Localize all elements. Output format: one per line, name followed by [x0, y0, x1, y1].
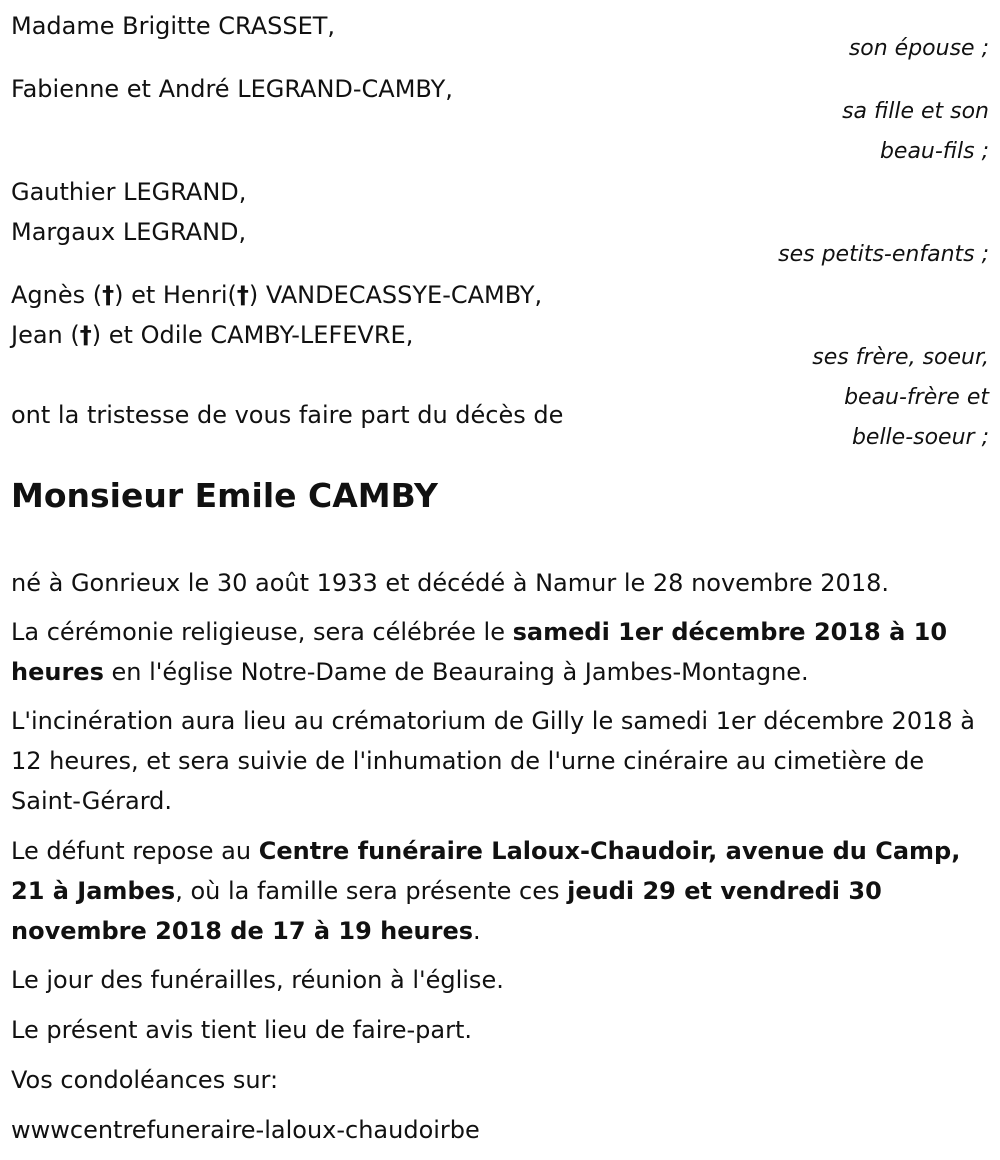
siblings-line-1: Agnès (†) et Henri(†) VANDECASSYE-CAMBY,	[11, 281, 543, 309]
daughter-name: Fabienne et André LEGRAND-CAMBY,	[11, 75, 453, 103]
cross-icon: †	[236, 281, 249, 309]
grandchild-name-2: Margaux LEGRAND,	[11, 218, 247, 246]
grandchildren-relation: ses petits-enfants ;	[778, 242, 989, 267]
funeral-center: Centre funéraire Laloux-Chaudoir, avenue du Camp, 21 à Jambes	[11, 837, 961, 905]
funeral-day-text: Le jour des funérailles, réunion à l'église.	[11, 966, 504, 994]
siblings-relation-line3: belle-soeur ;	[851, 425, 989, 450]
deceased-name: Monsieur Emile CAMBY	[11, 476, 438, 515]
visitation-dates: jeudi 29 et vendredi 30 novembre 2018 de 17 à 19 heures	[11, 877, 882, 945]
announcement-text: ont la tristesse de vous faire part du décès de	[11, 401, 564, 429]
birth-death-text: né à Gonrieux le 30 août 1933 et décédé à Namur le 28 novembre 2018.	[11, 569, 889, 597]
cross-icon: †	[79, 321, 92, 349]
website-link[interactable]: wwwcentrefuneraire-laloux-chaudoirbe	[11, 1116, 480, 1144]
resting-place-text: Le défunt repose au Centre funéraire Laloux-Chaudoir, avenue du Camp, 21 à Jambes, où la famille sera présente ces jeudi 29 et vendredi 30 novembre 2018 de 17 à 19 heures.	[11, 837, 961, 945]
condolences-label: Vos condoléances sur:	[11, 1066, 279, 1094]
grandchild-name-1: Gauthier LEGRAND,	[11, 178, 247, 206]
siblings-line-2: Jean (†) et Odile CAMBY-LEFEVRE,	[11, 321, 414, 349]
siblings-relation-line1: ses frère, soeur,	[812, 345, 989, 370]
ceremony-text: La cérémonie religieuse, sera célébrée le samedi 1er décembre 2018 à 10 heures en l'église Notre-Dame de Beauraing à Jambes-Montagne.	[11, 618, 948, 686]
cross-icon: †	[102, 281, 115, 309]
notice-text: Le présent avis tient lieu de faire-part.	[11, 1016, 473, 1044]
ceremony-date: samedi 1er décembre 2018 à 10 heures	[11, 618, 948, 686]
daughter-relation-line1: sa fille et son	[842, 99, 989, 124]
daughter-relation-line2: beau-fils ;	[879, 139, 989, 164]
cremation-text: L'incinération aura lieu au crématorium de Gilly le samedi 1er décembre 2018 à 12 heures, et sera suivie de l'inhumation de l'urne cinéraire au cimetière de Saint-Gérard.	[11, 707, 975, 815]
spouse-relation: son épouse ;	[848, 36, 989, 61]
spouse-name: Madame Brigitte CRASSET,	[11, 12, 336, 40]
siblings-relation-line2: beau-frère et	[844, 385, 989, 410]
